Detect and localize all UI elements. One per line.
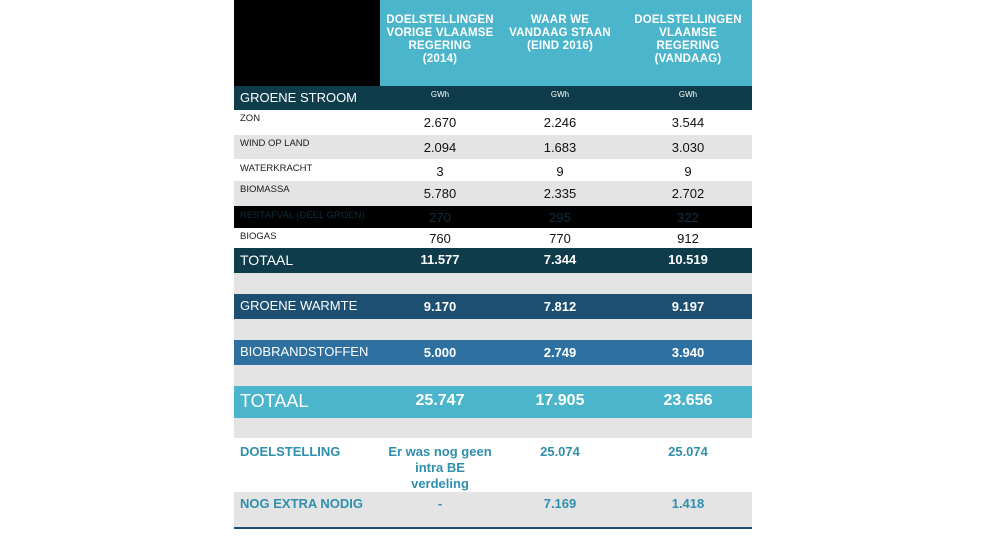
row-label: ZON	[240, 113, 261, 124]
extra-needed-row	[234, 492, 752, 529]
header-line: DOELSTELLINGEN	[386, 14, 494, 26]
section-groene-stroom	[234, 86, 752, 110]
row-label: DOELSTELLING	[240, 444, 341, 459]
cell-2016: 1.683	[543, 140, 577, 155]
header-line: (2014)	[422, 53, 458, 65]
spacer-row	[234, 365, 752, 386]
table-row	[234, 135, 752, 159]
row-label: BIOGAS	[240, 231, 277, 242]
cell-vandaag: 2.702	[671, 186, 705, 201]
cell-2016: 7.344	[543, 252, 577, 267]
row-label: WIND OP LAND	[240, 138, 310, 149]
header-line: (VANDAAG)	[654, 53, 722, 65]
cell-vandaag: 3.030	[671, 140, 705, 155]
header-line: DOELSTELLINGEN	[634, 14, 742, 26]
unit-label: GWh	[430, 90, 450, 99]
row-label: NOG EXTRA NODIG	[240, 496, 364, 511]
row-label: BIOMASSA	[240, 184, 290, 195]
header-line: VANDAAG STAAN	[509, 27, 611, 39]
cell-vandaag: 10.519	[668, 252, 708, 267]
cell-vandaag: 1.418	[671, 496, 705, 511]
cell-line: Er was nog geen	[388, 444, 492, 459]
spacer-row	[234, 273, 752, 294]
table-row	[234, 228, 752, 248]
unit-label: GWh	[678, 90, 698, 99]
header-line: WAAR WE	[530, 14, 590, 26]
header-col-2016	[500, 14, 620, 53]
header-corner	[234, 0, 380, 86]
row-label: WATERKRACHT	[240, 163, 313, 174]
cell-vandaag: 23.656	[663, 392, 713, 409]
header-line: VLAAMSE	[659, 27, 717, 39]
unit-label: GWh	[550, 90, 570, 99]
cell-vandaag: 25.074	[668, 444, 708, 459]
spacer-row	[234, 319, 752, 340]
cell-2016: 7.812	[543, 299, 577, 314]
header-col-2014	[380, 14, 500, 66]
cell-2016: 2.246	[543, 115, 577, 130]
cell-2016: 9	[556, 164, 564, 179]
cell-2014: 3	[436, 164, 444, 179]
cell-2016: 25.074	[540, 444, 580, 459]
cell-2016: 17.905	[535, 392, 585, 409]
table-row	[234, 206, 752, 228]
cell-2016: 770	[549, 231, 571, 246]
cell-2014	[380, 444, 500, 492]
table-row	[234, 110, 752, 135]
cell-vandaag: 3.940	[671, 345, 705, 360]
row-label: TOTAAL	[240, 252, 294, 268]
cell-2016: 295	[549, 210, 571, 225]
cell-2016: 2.335	[543, 186, 577, 201]
row-label: BIOBRANDSTOFFEN	[240, 344, 369, 359]
cell-vandaag: 9.197	[671, 299, 705, 314]
section-biobrandstoffen	[234, 340, 752, 365]
header-line: REGERING	[656, 40, 720, 52]
cell-2014: 25.747	[415, 392, 465, 409]
target-row	[234, 438, 752, 492]
cell-2014: 270	[429, 210, 451, 225]
header-line: VORIGE VLAAMSE	[386, 27, 494, 39]
cell-2014: 11.577	[420, 252, 460, 267]
section-groene-warmte	[234, 294, 752, 319]
cell-2014: 5.000	[423, 345, 457, 360]
cell-vandaag: 9	[684, 164, 692, 179]
cell-line: intra BE	[415, 460, 465, 475]
section-title: GROENE STROOM	[240, 90, 358, 105]
header-col-vandaag	[624, 14, 752, 66]
cell-vandaag: 322	[677, 210, 699, 225]
grand-total-row	[234, 386, 752, 418]
row-label: GROENE WARMTE	[240, 298, 358, 313]
table-row	[234, 159, 752, 181]
cell-2014: 2.094	[423, 140, 457, 155]
row-label: TOTAAL	[240, 391, 309, 411]
spacer-row	[234, 418, 752, 438]
total-row-stroom	[234, 248, 752, 273]
cell-2014: 9.170	[423, 299, 457, 314]
cell-2014: 760	[429, 231, 451, 246]
cell-2014: -	[437, 496, 443, 511]
cell-2016: 7.169	[543, 496, 577, 511]
cell-vandaag: 912	[677, 231, 699, 246]
cell-2014: 2.670	[423, 115, 457, 130]
cell-line: verdeling	[411, 476, 469, 491]
header-line: REGERING	[408, 40, 472, 52]
cell-vandaag: 3.544	[671, 115, 705, 130]
cell-2014: 5.780	[423, 186, 457, 201]
table-row	[234, 181, 752, 206]
header-line: (EIND 2016)	[526, 40, 594, 52]
row-label: RESTAFVAL (DEEL GROEN)	[240, 210, 365, 221]
cell-2016: 2.749	[543, 345, 577, 360]
